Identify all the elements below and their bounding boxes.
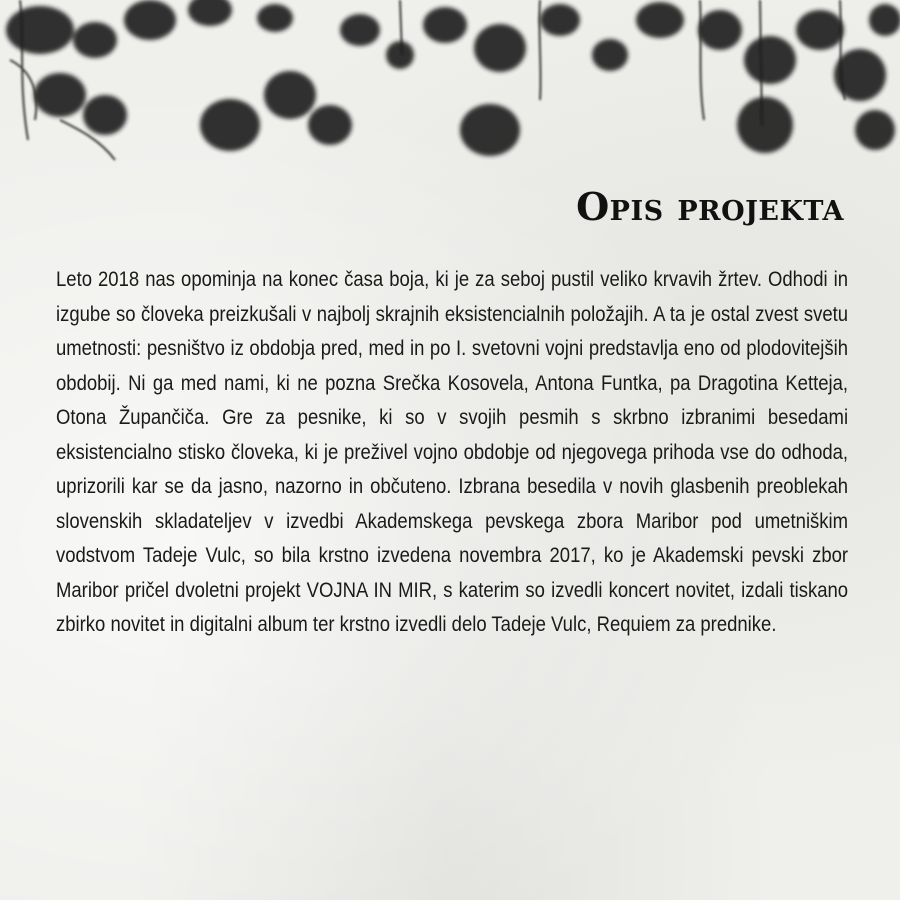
page-title: Opis projekta xyxy=(576,184,844,229)
project-description-paragraph: Leto 2018 nas opominja na konec časa boja, ki je za seboj pustil veliko krvavih žrtev. Odhodi in izgube so človeka preizkušali v najbolj skrajnih eksistencialnih položajih. A ta je ostal zvest svetu umetnosti: pesništvo iz obdobja pred, med in po I. svetovni vojni predstavlja eno od plodovitejših obdobij. Ni ga med nami, ki ne pozna Srečka Kosovela, Antona Funtka, pa Dragotina Ketteja, Otona Župančiča. Gre za pesnike, ki so v svojih pesmih s skrbno izbranimi besedami eksistencialno stisko človeka, ki je preživel vojno obdobje od njegovega prihoda vse do odhoda, uprizorili kar se da jasno, nazorno in občuteno. Izbrana besedila v novih glasbenih preoblekah slovenskih skladateljev v izvedbi Akademskega pevskega zbora Maribor pod umetniškim vodstvom Tadeje Vulc, so bila krstno izvedena novembra 2017, ko je Akademski pevski zbor Maribor pričel dvoletni projekt VOJNA IN MIR, s katerim so izvedli koncert novitet, izdali tiskano zbirko novitet in digitalni album ter krstno izvedli delo Tadeje Vulc, Requiem za prednike. xyxy=(56,267,849,636)
ink-blot-decoration xyxy=(0,0,900,200)
